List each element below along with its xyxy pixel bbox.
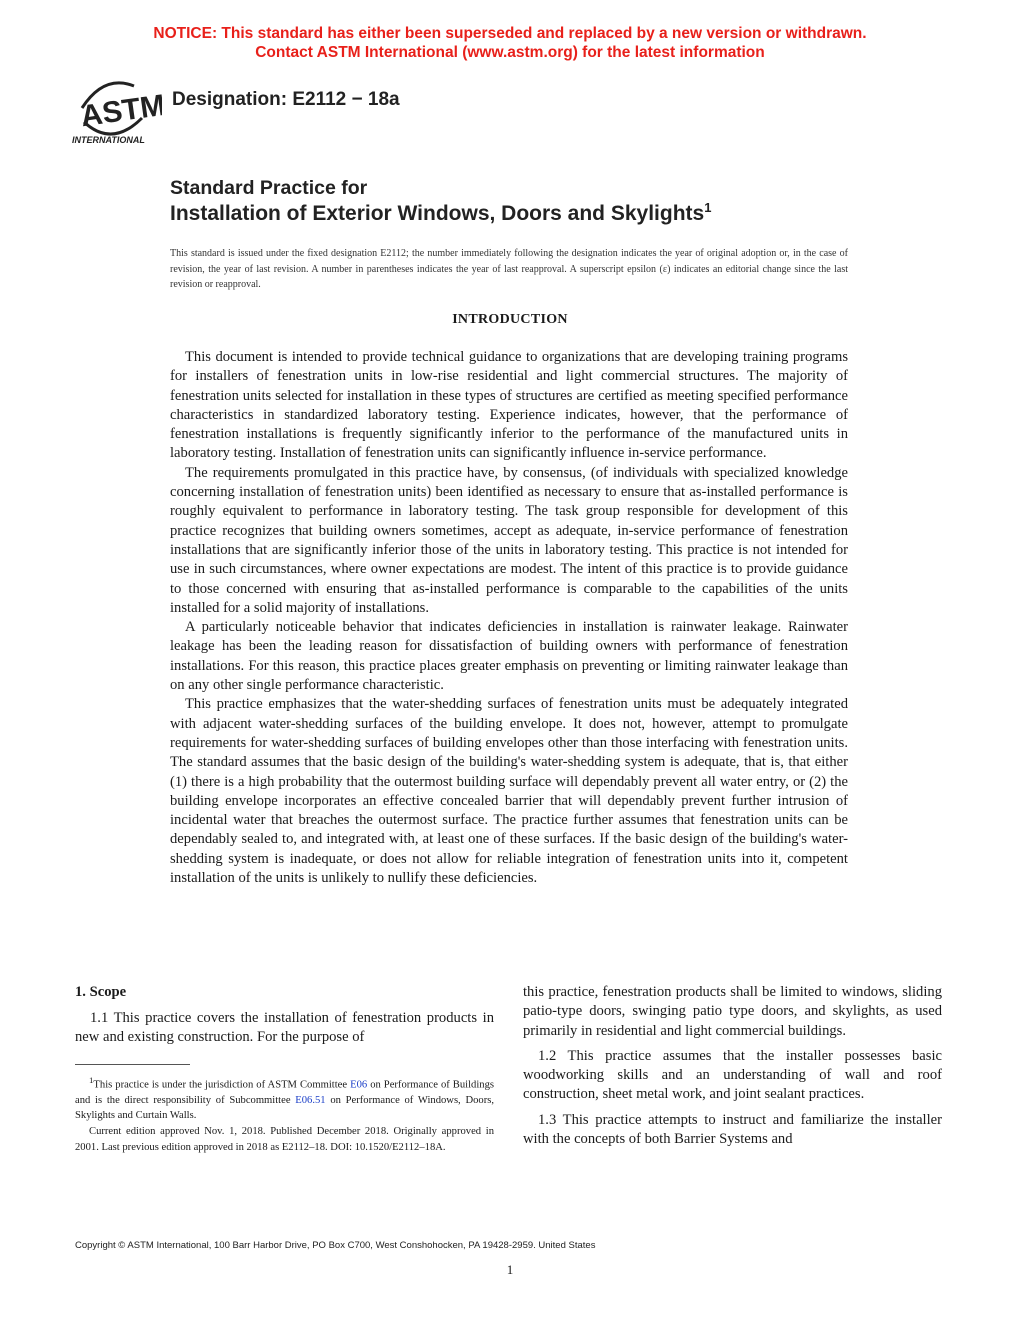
scope-1-1-continued: this practice, fenestration products shall be limited to windows, sliding patio-type doors, swinging patio type doors, and skylights, as used primarily in residential and light commercial buildings.	[523, 984, 942, 1039]
scope-1-3: 1.3 This practice attempts to instruct and familiarize the installer with the concepts of both Barrier Systems and	[523, 1111, 942, 1148]
title-line-1: Standard Practice for	[170, 177, 368, 199]
footnote-text: on Performance of Windows, Doors, Skylights and Curtain Walls.	[75, 1094, 494, 1122]
left-column	[75, 983, 494, 1155]
scope-1-2: 1.2 This practice assumes that the installer possesses basic woodworking skills and an understanding of wall and roof construction, sheet metal work, and joint sealant practices.	[523, 1047, 942, 1103]
scope-1-1: 1.1 This practice covers the installation of fenestration products in new and existing construction. For the purpose of	[75, 1010, 494, 1046]
intro-paragraph: This practice emphasizes that the water-shedding surfaces of fenestration units must be adequately integrated with adjacent water-shedding surfaces of the building envelope. It does not, however, attempt to promulgate requirements for water-shedding surfaces of building envelopes other than those interfacing with fenestration units. The standard assumes that the basic design of the building's water-shedding system is adequate, that is, that either (1) there is a high probability that the outermost building surface will dependably prevent all water entry, or (2) the building envelope incorporates an effective concealed barrier that will dependably prevent further intrusion of incidental water that breaches the outermost surface. The practice further assumes that fenestration units can be dependably sealed to, and integrated with, at least one of these surfaces. If the basic design of the building's water-shedding system is inadequate, or does not allow for reliable integration of fenestration units into it, competent installation of the units is unlikely to nullify these deficiencies.	[170, 696, 848, 887]
intro-paragraph: This document is intended to provide technical guidance to organizations that are developing training programs for installers of fenestration units in low-rise residential and light commercial structures. The majority of fenestration units selected for installation in these types of structures are certified as meeting specified performance characteristics in standardized laboratory testing. Experience indicates, however, that the performance of fenestration installations is frequently significantly inferior to the performance of the manufactured units in laboratory testing. Installation of fenestration units can significantly influence in-service performance.	[170, 349, 848, 462]
footnote-mark: 1	[89, 1074, 94, 1085]
title-main: Installation of Exterior Windows, Doors and Skylights	[170, 202, 705, 225]
notice-line-1: NOTICE: This standard has either been superseded and replaced by a new version or withdrawn.	[153, 25, 867, 42]
title-footnote-mark: 1	[704, 200, 712, 215]
document-title	[170, 176, 711, 228]
intro-paragraph: A particularly noticeable behavior that indicates deficiencies in installation is rainwater leakage. Rainwater leakage has been the leading reason for dissatisfaction of building owners with performance of fenestration installations. For this reason, this practice places greater emphasis on preventing or limiting rainwater leakage than on any other single performance characteristic.	[170, 619, 848, 694]
logo-subtext: INTERNATIONAL	[72, 135, 145, 145]
subcommittee-link[interactable]: E06.51	[295, 1094, 326, 1106]
introduction-heading: INTRODUCTION	[452, 312, 568, 327]
notice-line-2: Contact ASTM International (www.astm.org) for the latest information	[255, 44, 765, 61]
title-line-2	[170, 200, 711, 228]
page-number: 1	[506, 1262, 514, 1277]
footnote-text: on Performance of Buildings and is the direct responsibility of Subcommittee	[75, 1079, 494, 1106]
astm-logo	[72, 78, 162, 148]
copyright: Copyright © ASTM International, 100 Barr Harbor Drive, PO Box C700, West Conshohocken, PA 19428-2959. United States	[75, 1240, 596, 1251]
footnote-divider	[75, 1064, 190, 1065]
footnote-text: This practice is under the jurisdiction of ASTM Committee	[93, 1079, 351, 1091]
astm-logo-icon	[72, 78, 162, 148]
right-column	[523, 983, 942, 1149]
withdrawal-notice	[0, 24, 1020, 62]
edition-note: Current edition approved Nov. 1, 2018. Published December 2018. Originally approved in 2001. Last previous edition approved in 2018 as E2112–18. DOI: 10.1520/E2112–18A.	[75, 1125, 494, 1153]
footnote-1	[75, 1073, 494, 1124]
issued-note: This standard is issued under the fixed designation E2112; the number immediately following the designation indicates the year of original adoption or, in the case of revision, the year of last revision. A number in parentheses indicates the year of last reapproval. A superscript epsilon (ε) indicates an editorial change since the last revision or reapproval.	[170, 248, 848, 290]
footnotes	[75, 1073, 494, 1156]
intro-paragraph: The requirements promulgated in this practice have, by consensus, (of individuals with specialized knowledge concerning installation of fenestration units) been identified as necessary to ensure that as-installed performance is roughly equivalent to performance in laboratory testing. The task group responsible for development of this practice recognizes that building owners sometimes, accept as adequate, in-service performance of fenestration installations that are significantly inferior those of the units in laboratory testing. This practice is not intended for use in such circumstances, where owner expectations are modest. The intent of this practice is to provide guidance to those concerned with ensuring that as-installed performance is comparable to the capabilities of the units installed for a solid majority of installations.	[170, 464, 848, 616]
designation: Designation: E2112 − 18a	[172, 89, 400, 110]
logo-letters: ASTM	[78, 88, 162, 134]
committee-link[interactable]: E06	[350, 1079, 368, 1091]
introduction-body	[170, 348, 848, 888]
scope-heading: 1. Scope	[75, 984, 127, 1000]
